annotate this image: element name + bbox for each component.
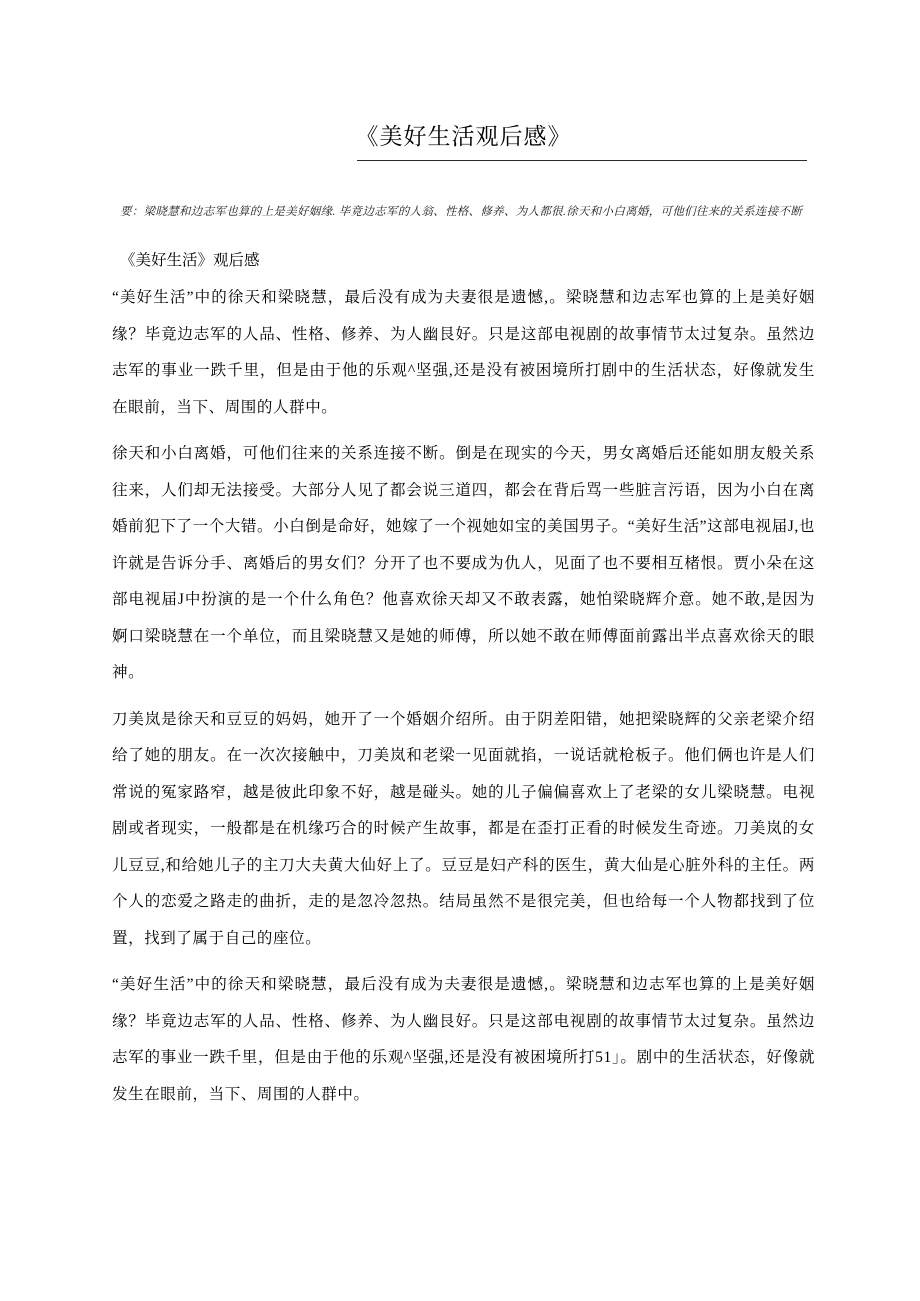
document-header [112,122,815,182]
subtitle: 《美好生活》观后感 [120,252,260,269]
paragraph: “美好生活”中的徐天和梁晓慧，最后没有成为夫妻很是遗憾,。梁晓慧和边志军也算的上是美好姻缘？毕竟边志军的人品、性格、修养、为人幽艮好。只是这部电视剧的故事情节太过复杂。虽然边志军的事业一跌千里，但是由于他的乐观^坚强,还是没有被困境所打51」。剧中的生活状态，好像就发生在眼前，当下、周围的人群中。 [112,976,815,1103]
page-title: 《美好生活观后感》 [355,124,572,149]
paragraph: 刀美岚是徐天和豆豆的妈妈，她开了一个婚姻介绍所。由于阴差阳错，她把梁晓辉的父亲老梁介绍给了她的朋友。在一次次接触中，刀美岚和老梁一见面就掐，一说话就枪板子。他们俩也许是人们常说的冤家路窄，越是彼此印象不好，越是碰头。她的儿子偏偏喜欢上了老梁的女儿梁晓慧。电视剧或者现实，一般都是在机缘巧合的时候产生故事，都是在歪打正看的时候发生奇迹。刀美岚的女儿豆豆,和给她儿子的主刀大夫黄大仙好上了。豆豆是妇产科的医生，黄大仙是心脏外科的主任。两个人的恋爱之路走的曲折，走的是忽冷忽热。结局虽然不是很完美，但也给每一个人物都找到了位置，找到了属于自己的座位。 [112,710,815,947]
summary-text: 要：梁晓慧和边志军也算的上是美好姻缘. 毕竟边志军的人翁、性格、修养、为人都很.徐天和小白离婚，可他们往来的关系连接不断 [120,206,803,218]
paragraph: “美好生活”中的徐天和梁晓慧，最后没有成为夫妻很是遗憾,。梁晓慧和边志军也算的上是美好姻缘？毕竟边志军的人品、性格、修养、为人幽艮好。只是这部电视剧的故事情节太过复杂。虽然边志军的事业一跌千里，但是由于他的乐观^坚强,还是没有被困境所打剧中的生活状态，好像就发生在眼前，当下、周围的人群中。 [112,289,815,416]
document-body [112,280,815,1113]
title-underline [357,160,807,161]
paragraph: 徐天和小白离婚，可他们往来的关系连接不断。倒是在现实的今天，男女离婚后还能如朋友般关系往来，人们却无法接受。大部分人见了都会说三道四，都会在背后骂一些脏言污语，因为小白在离婚前犯下了一个大错。小白倒是命好，她嫁了一个视她如宝的美国男子。“美好生活”这部电视届J,也许就是告诉分手、离婚后的男女们？分开了也不要成为仇人，见面了也不要相互楮恨。贾小朵在这部电视届J中扮演的是一个什么角色？他喜欢徐天却又不敢表露，她怕梁晓辉介意。她不敢,是因为婀口梁晓慧在一个单位，而且梁晓慧又是她的师傅，所以她不敢在师傅面前露出半点喜欢徐天的眼神。 [112,445,815,681]
